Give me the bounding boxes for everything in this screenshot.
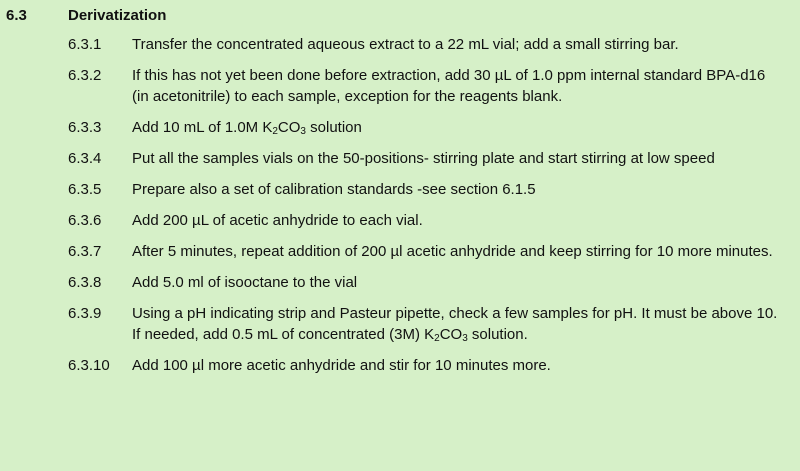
- step-number: 6.3.9: [68, 305, 102, 322]
- step-number: 6.3.7: [68, 243, 102, 260]
- step-list: [0, 34, 800, 386]
- step-item: [0, 303, 800, 345]
- step-text: Transfer the concentrated aqueous extract to a 22 mL vial; add a small stirring bar.: [132, 36, 679, 53]
- section-heading: [0, 6, 800, 28]
- subscript: 3: [462, 333, 468, 344]
- step-text-part: Add 10 mL of 1.0M K: [132, 119, 273, 136]
- step-item: [0, 148, 800, 169]
- step-item: [0, 241, 800, 262]
- step-number: 6.3.8: [68, 274, 102, 291]
- step-text-part: CO: [439, 326, 463, 343]
- step-text: After 5 minutes, repeat addition of 200 µl acetic anhydride and keep stirring for 10 more minutes.: [132, 243, 773, 260]
- step-text-part: solution: [305, 119, 362, 136]
- step-text: [132, 303, 780, 345]
- step-text: Put all the samples vials on the 50-positions- stirring plate and start stirring at low speed: [132, 150, 715, 167]
- section-title: Derivatization: [68, 7, 167, 24]
- step-item: [0, 210, 800, 231]
- subscript: 3: [300, 126, 306, 137]
- step-text: Add 200 µL of acetic anhydride to each vial.: [132, 212, 423, 229]
- step-item: [0, 272, 800, 293]
- step-number: 6.3.6: [68, 212, 102, 229]
- step-text: Add 100 µl more acetic anhydride and stir for 10 minutes more.: [132, 357, 551, 374]
- step-number: 6.3.5: [68, 181, 102, 198]
- step-text: Prepare also a set of calibration standards -see section 6.1.5: [132, 181, 536, 198]
- subscript: 2: [272, 126, 278, 137]
- step-item: [0, 34, 800, 55]
- step-item: [0, 117, 800, 138]
- step-number: 6.3.1: [68, 36, 102, 53]
- step-text: Add 5.0 ml of isooctane to the vial: [132, 274, 358, 291]
- step-number: 6.3.3: [68, 119, 102, 136]
- step-number: 6.3.2: [68, 67, 102, 84]
- step-text: If this has not yet been done before extraction, add 30 µL of 1.0 ppm internal standard BPA-d16 (in acetonitrile) to each sample, exception for the reagents blank.: [132, 67, 766, 105]
- step-text-part: Using a pH indicating strip and Pasteur pipette, check a few samples for pH. It must be above 10. If needed, add 0.5 mL of concentrated (3M) K: [132, 305, 778, 343]
- subscript: 2: [434, 333, 440, 344]
- step-number: 6.3.10: [68, 357, 110, 374]
- section-number: 6.3: [6, 7, 27, 24]
- step-item: [0, 179, 800, 200]
- step-text-part: CO: [277, 119, 301, 136]
- step-item: [0, 355, 800, 376]
- step-number: 6.3.4: [68, 150, 102, 167]
- step-item: [0, 65, 800, 107]
- step-text-part: solution.: [467, 326, 528, 343]
- step-text: [132, 117, 780, 138]
